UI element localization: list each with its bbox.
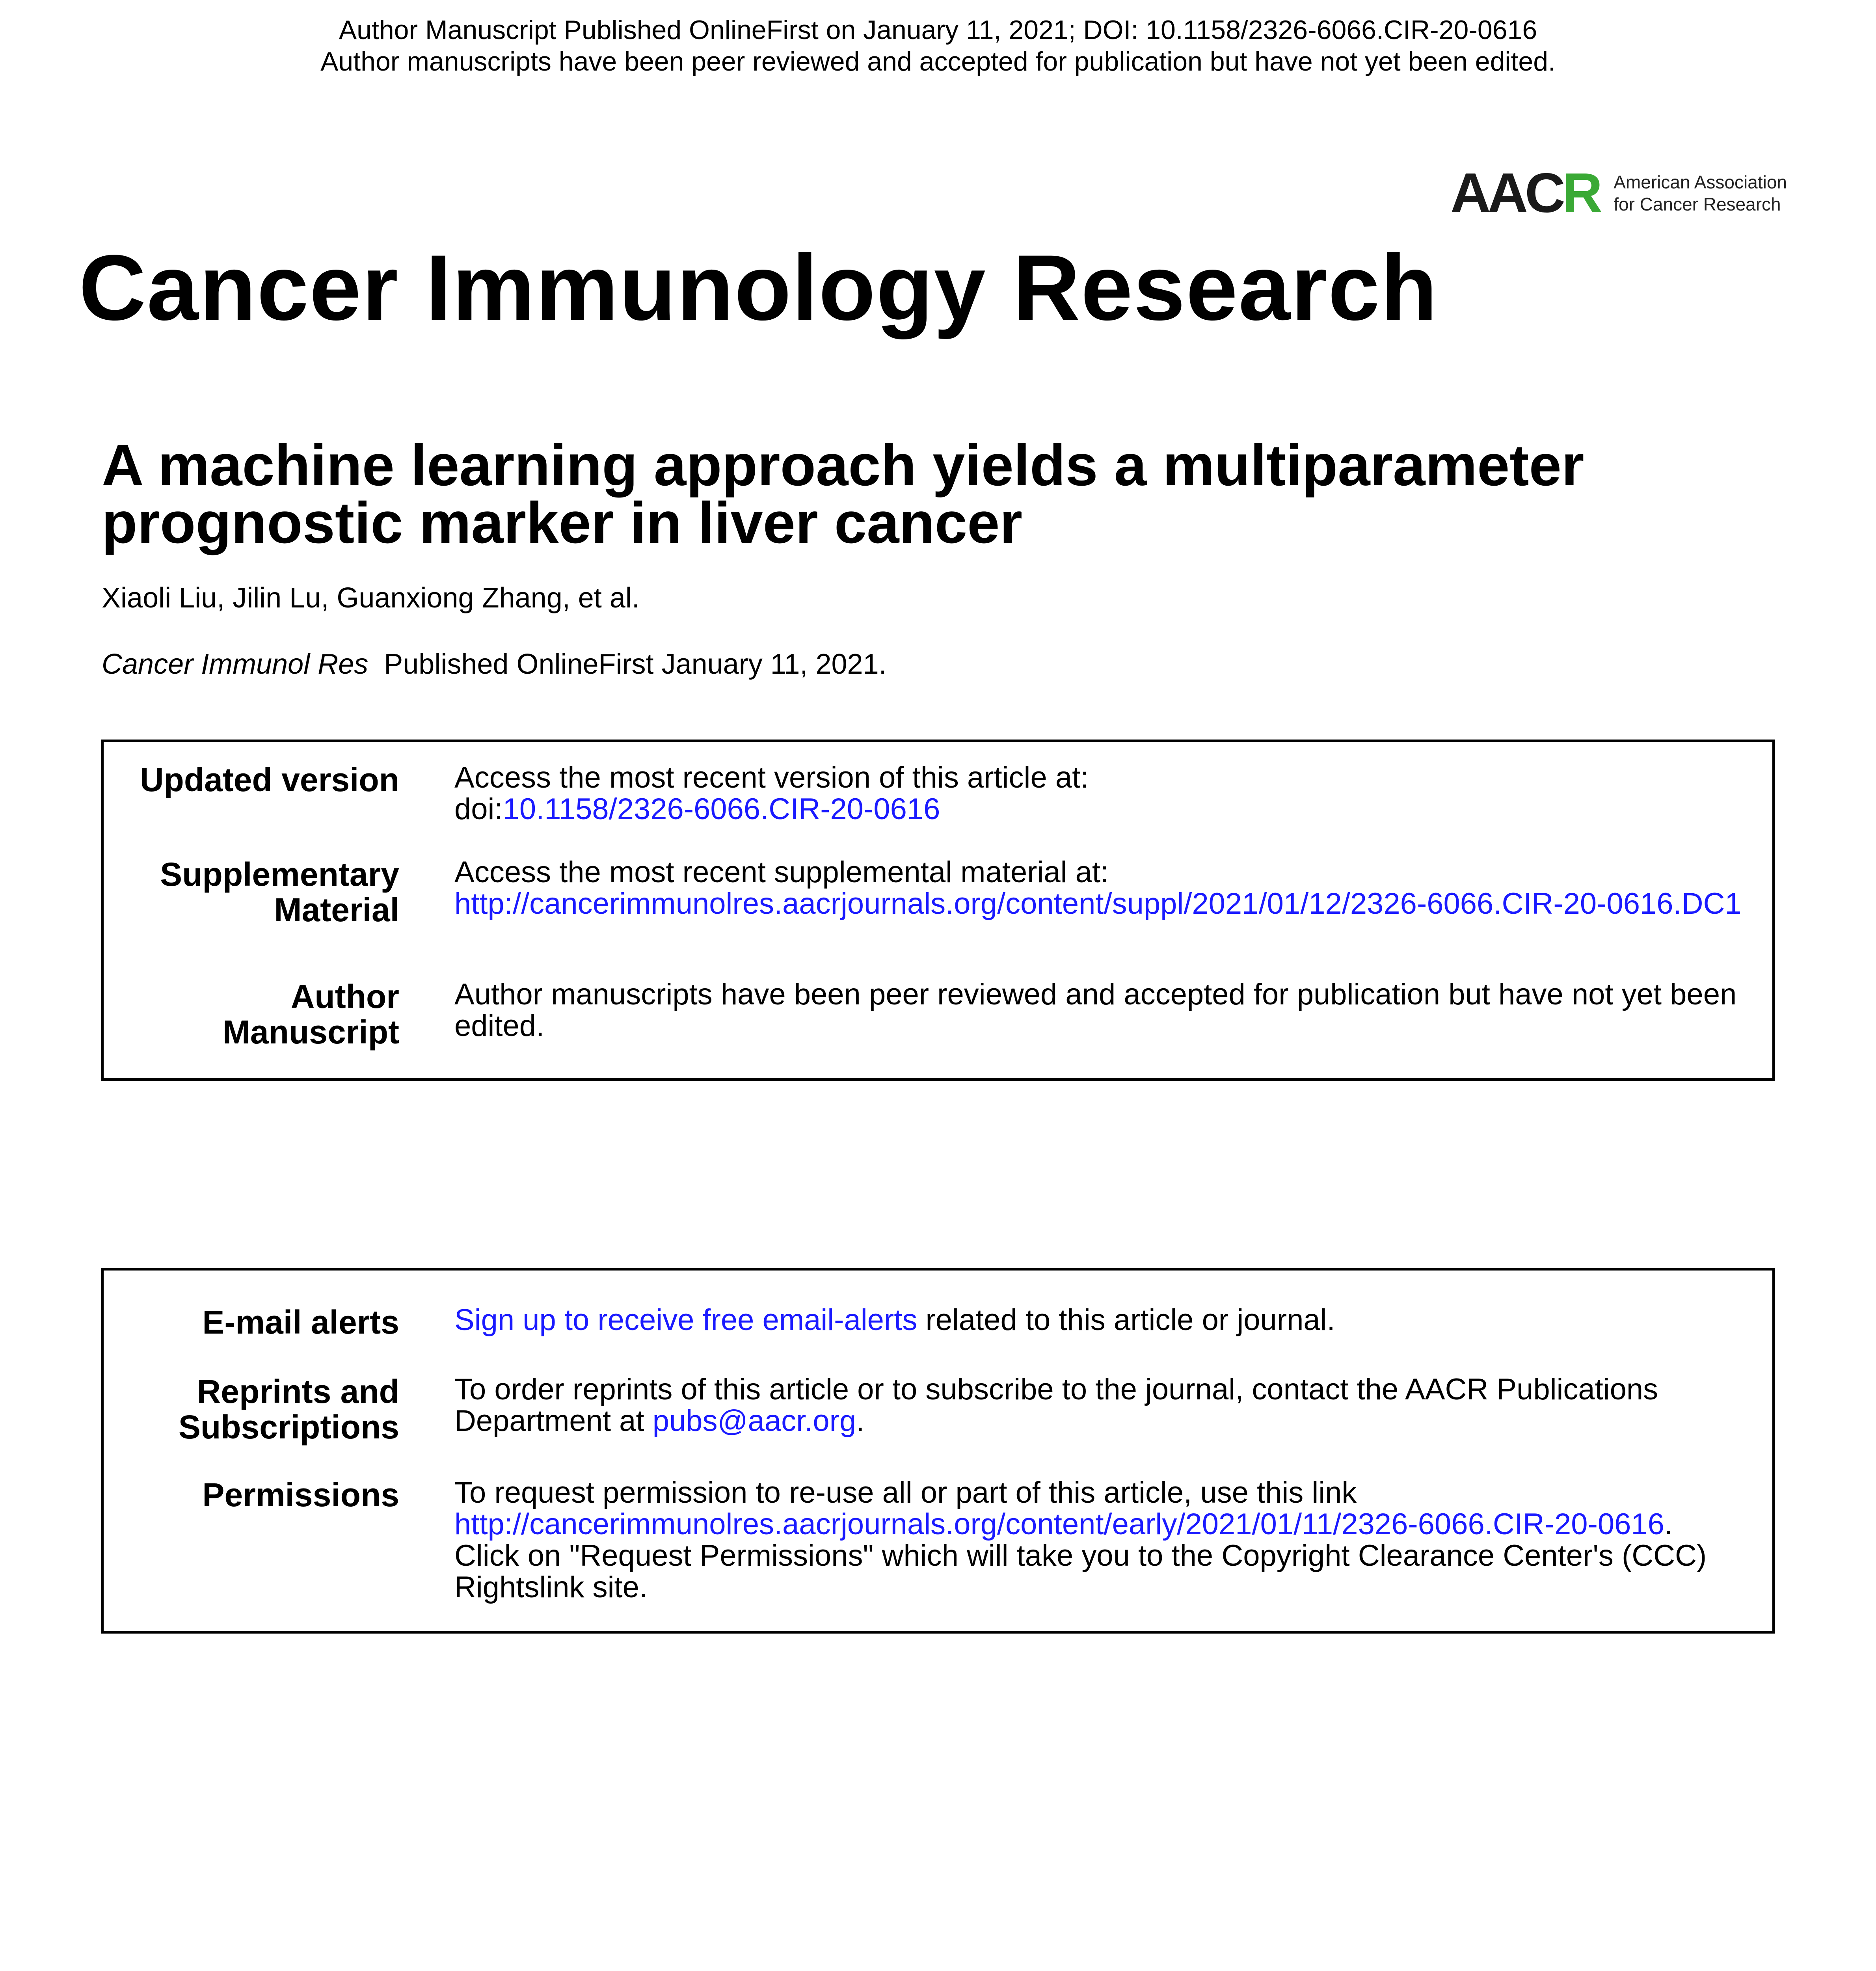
aacr-logo-mark-dark: AAC (1450, 162, 1562, 224)
article-title (102, 433, 1796, 555)
reprints-suffix: . (856, 1404, 865, 1438)
email-alerts-value (454, 1304, 1771, 1336)
permissions-link-suffix: . (1664, 1507, 1673, 1541)
supplementary-link[interactable]: http://cancerimmunolres.aacrjournals.org/content/suppl/2021/01/12/2326-6066.CIR-20-0616.DC1 (454, 887, 1742, 920)
doi-link[interactable]: 10.1158/2326-6066.CIR-20-0616 (502, 792, 940, 826)
article-authors: Xiaoli Liu, Jilin Lu, Guanxiong Zhang, et al. (102, 582, 640, 614)
permissions-link[interactable]: http://cancerimmunolres.aacrjournals.org/content/early/2021/01/11/2326-6066.CIR-20-0616 (454, 1507, 1664, 1541)
aacr-logo-text-line1: American Association (1614, 172, 1787, 192)
author-manuscript-text: Author manuscripts have been peer reviewed and accepted for publication but have not yet been edited. (454, 978, 1737, 1043)
updated-version-value (454, 762, 1771, 825)
services-box (101, 1268, 1775, 1634)
updated-version-doi (454, 794, 1771, 825)
author-manuscript-label-line1: Author (290, 978, 399, 1015)
doi-prefix: doi: (454, 792, 503, 826)
author-manuscript-label-line2: Manuscript (222, 1013, 399, 1051)
article-info-box (101, 740, 1775, 1081)
reprints-label-line2: Subscriptions (178, 1408, 399, 1446)
updated-version-text: Access the most recent version of this article at: (454, 761, 1089, 794)
article-citation (102, 646, 887, 682)
author-manuscript-value (454, 979, 1771, 1042)
journal-abbrev: Cancer Immunol Res (102, 648, 368, 680)
article-title-line1: A machine learning approach yields a multiparameter (102, 433, 1584, 498)
supplementary-label-line1: Supplementary (160, 856, 399, 893)
permissions-value (454, 1477, 1771, 1603)
permissions-text3: Rightslink site. (454, 1570, 648, 1604)
manuscript-notice-line1: Author Manuscript Published OnlineFirst on January 11, 2021; DOI: 10.1158/2326-6066.CIR-20-0616 (339, 15, 1537, 45)
published-date: Published OnlineFirst January 11, 2021. (384, 648, 887, 680)
permissions-label: Permissions (202, 1476, 399, 1513)
aacr-logo-text (1614, 171, 1787, 215)
reprints-label (104, 1374, 399, 1445)
reprints-text: To order reprints of this article or to subscribe to the journal, contact the AACR Publications Department at (454, 1373, 1658, 1438)
author-manuscript-label (104, 979, 399, 1050)
manuscript-notice (0, 14, 1876, 77)
email-alerts-link[interactable]: Sign up to receive free email-alerts (454, 1303, 918, 1337)
reprints-label-line1: Reprints and (197, 1373, 399, 1410)
aacr-logo-mark-green: R (1562, 162, 1600, 224)
supplementary-text: Access the most recent supplemental material at: (454, 855, 1109, 889)
supplementary-label-line2: Material (274, 891, 399, 928)
aacr-logo-mark (1450, 162, 1600, 224)
email-alerts-label: E-mail alerts (202, 1304, 399, 1341)
article-title-line2: prognostic marker in liver cancer (102, 490, 1023, 555)
journal-title: Cancer Immunology Research (79, 236, 1438, 340)
reprints-value (454, 1374, 1771, 1437)
aacr-logo-text-line2: for Cancer Research (1614, 194, 1781, 214)
permissions-text2: Click on "Request Permissions" which will take you to the Copyright Clearance Center's (CCC) (454, 1539, 1707, 1572)
updated-version-label: Updated version (140, 761, 399, 798)
aacr-logo (1450, 162, 1787, 224)
email-alerts-text: related to this article or journal. (917, 1303, 1335, 1337)
reprints-email-link[interactable]: pubs@aacr.org (652, 1404, 856, 1438)
manuscript-notice-line2: Author manuscripts have been peer reviewed and accepted for publication but have not yet been edited. (320, 47, 1556, 76)
supplementary-value (454, 857, 1771, 920)
permissions-text1: To request permission to re-use all or part of this article, use this link (454, 1476, 1357, 1509)
supplementary-label (104, 857, 399, 928)
